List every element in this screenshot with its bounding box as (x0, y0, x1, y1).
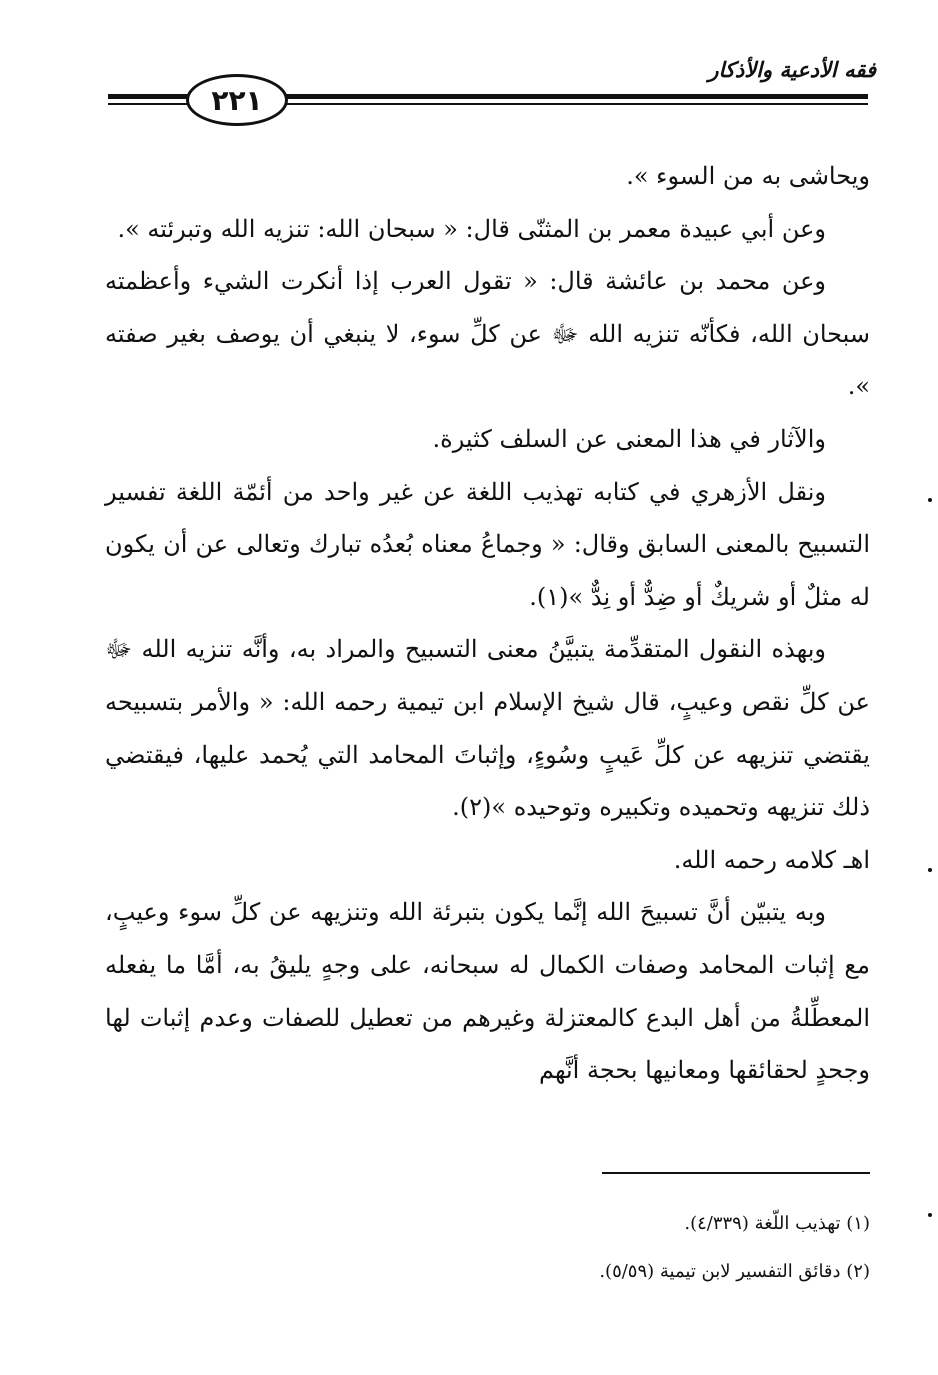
page-number: ٢٢١ (186, 74, 288, 126)
main-text (105, 150, 870, 1097)
paragraph: اهـ كلامه رحمه الله. (673, 845, 870, 874)
paragraph: وعن محمد بن عائشة قال: « تقول العرب إذا أنكرت الشيء وأعظمته سبحان الله، فكأنّه تنزيه الله ﷻ عن كلِّ سوء، لا ينبغي أن يوصف بغير صفته ». (105, 267, 870, 401)
scan-speck (928, 498, 932, 502)
running-title: فقه الأدعية والأذكار (708, 58, 876, 82)
scan-speck (928, 868, 932, 872)
paragraph: ويحاشى به من السوء ». (626, 162, 870, 190)
paragraph: وبهذه النقول المتقدِّمة يتبيَّنُ معنى التسبيح والمراد به، وأنَّه تنزيه الله ﷻ عن كلِّ نقص وعيبٍ، قال شيخ الإسلام ابن تيمية رحمه الله: « والأمر بتسبيحه يقتضي تنزيهه عن كلِّ عَيبٍ وسُوءٍ، وإثباتَ المحامد التي يُحمد عليها، فيقتضي ذلك تنزيهه وتحميده وتكبيره وتوحيده »(٢). (105, 635, 870, 822)
footnote: (٢) دقائق التفسير لابن تيمية (٥/٥٩). (599, 1261, 870, 1282)
footnotes (105, 1200, 870, 1296)
scan-speck (928, 1213, 932, 1217)
footnote: (١) تهذيب اللّغة (٤/٣٣٩). (684, 1213, 870, 1234)
footnote-separator (602, 1172, 870, 1174)
paragraph: وبه يتبيّن أنَّ تسبيحَ الله إنَّما يكون بتبرئة الله وتنزيهه عن كلِّ سوء وعيبٍ، مع إثبات المحامد وصفات الكمال له سبحانه، على وجهٍ يليقُ به، أمَّا ما يفعله المعطِّلةُ من أهل البدع كالمعتزلة وغيرهم من تعطيل للصفات وعدم إثبات لها وجحدٍ لحقائقها ومعانيها بحجة أنَّهم (105, 898, 870, 1085)
paragraph: وعن أبي عبيدة معمر بن المثنّى قال: « سبحان الله: تنزيه الله وتبرئته ». (117, 214, 826, 243)
paragraph: ونقل الأزهري في كتابه تهذيب اللغة عن غير واحد من أئمّة اللغة تفسير التسبيح بالمعنى السابق وقال: « وجماعُ معناه بُعدُه تبارك وتعالى عن أن يكون له مثلٌ أو شريكٌ أو ضِدٌّ أو نِدٌّ »(١). (105, 477, 870, 611)
paragraph: والآثار في هذا المعنى عن السلف كثيرة. (432, 424, 826, 453)
